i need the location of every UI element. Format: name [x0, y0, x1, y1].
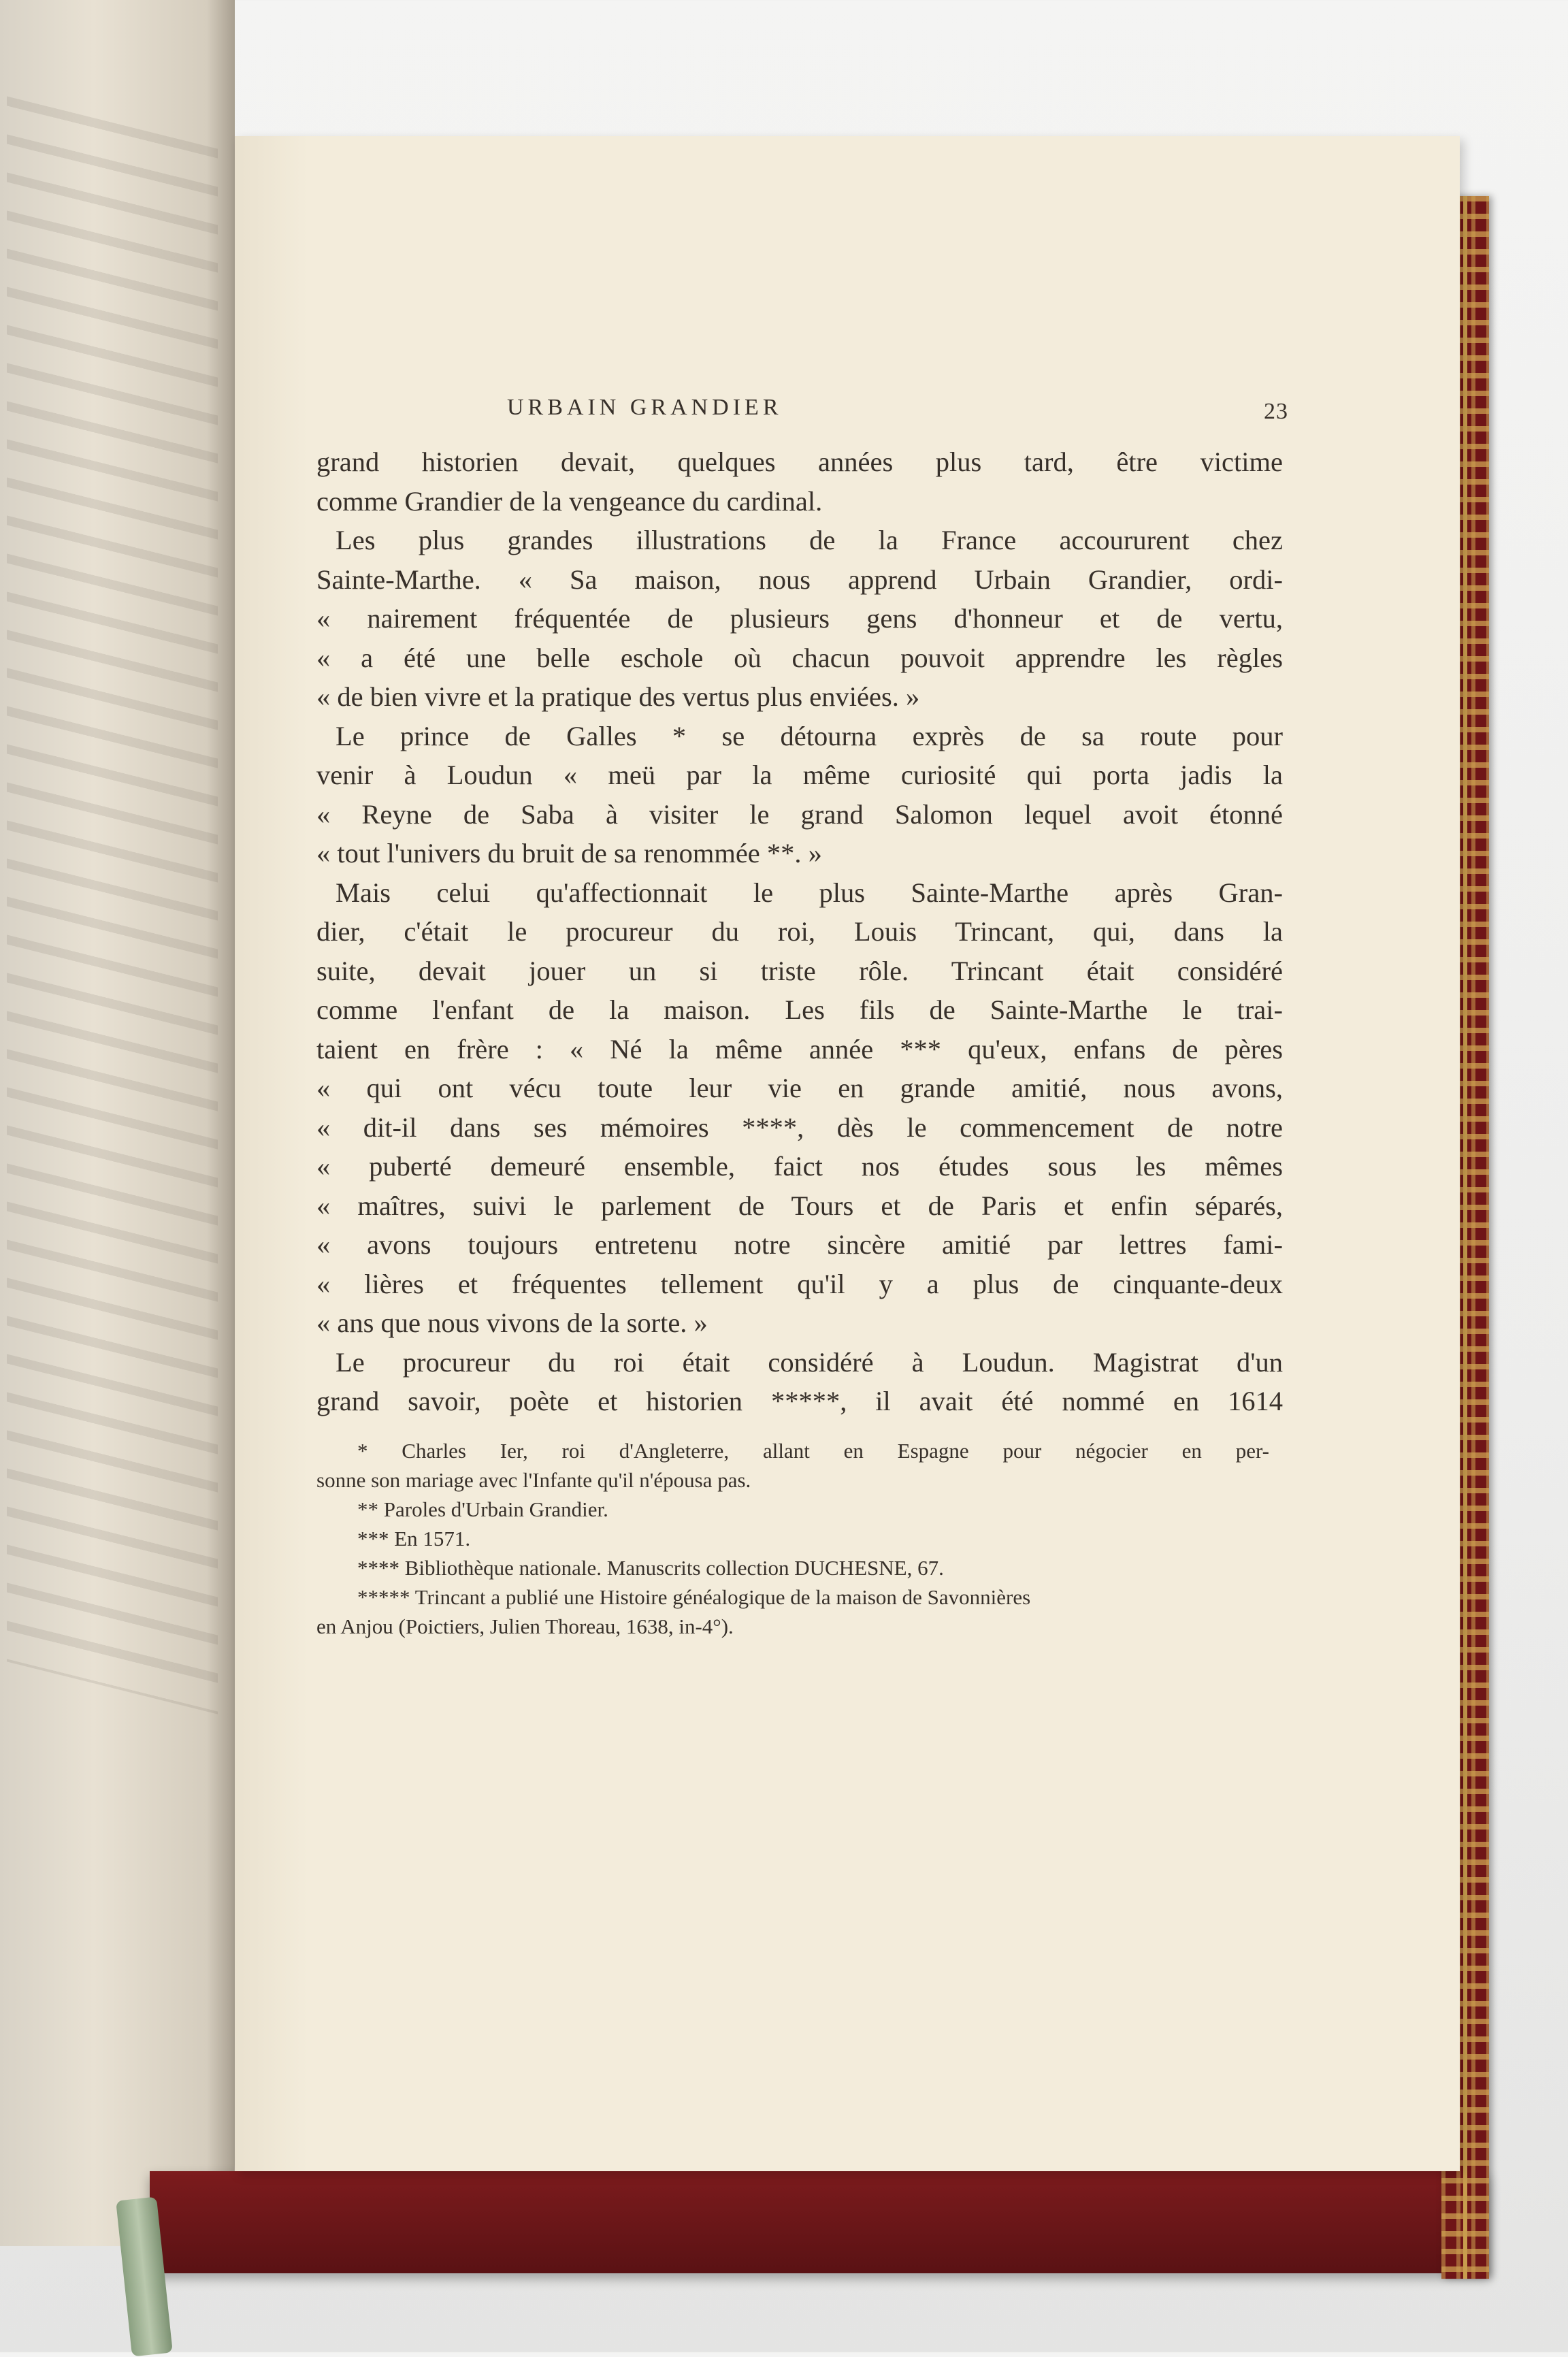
body-line: « a été une belle eschole où chacun pouvoit apprendre les règles: [316, 642, 1283, 673]
book-page: [235, 136, 1460, 2171]
body-line: Le procureur du roi était considéré à Loudun. Magistrat d'un: [336, 1346, 1283, 1378]
body-line: « lières et fréquentes tellement qu'il y a plus de cinquante-deux: [316, 1268, 1283, 1299]
footnote-continuation: sonne son mariage avec l'Infante qu'il n'épousa pas.: [316, 1467, 751, 1492]
body-line: « Reyne de Saba à visiter le grand Salomon lequel avoit étonné: [316, 798, 1283, 830]
body-line: comme l'enfant de la maison. Les fils de Sainte-Marthe le trai-: [316, 994, 1283, 1025]
body-line: « de bien vivre et la pratique des vertus plus enviées. »: [316, 681, 920, 712]
book-board: [150, 2171, 1489, 2273]
footnote: * Charles Ier, roi d'Angleterre, allant en Espagne pour négocier en per-: [357, 1438, 1269, 1463]
footnote: ***** Trincant a publié une Histoire généalogique de la maison de Savonnières: [357, 1584, 1031, 1609]
page-text-block: [316, 395, 1288, 1641]
running-head: [316, 395, 1288, 442]
body-line: Les plus grandes illustrations de la France accoururent chez: [336, 525, 1283, 555]
left-page-bleed-text: [7, 96, 218, 1714]
body-line: « tout l'univers du bruit de sa renommée **. »: [316, 838, 822, 868]
footnote: ** Paroles d'Urbain Grandier.: [357, 1497, 608, 1521]
body-line: suite, devait jouer un si triste rôle. Trincant était considéré: [316, 955, 1283, 986]
footnote: *** En 1571.: [357, 1526, 471, 1550]
body-line: taient en frère : « Né la même année *** qu'eux, enfans de pères: [316, 1033, 1283, 1064]
body-line: Mais celui qu'affectionnait le plus Sainte-Marthe après Gran-: [336, 877, 1283, 908]
body-line: grand historien devait, quelques années plus tard, être victime: [316, 446, 1283, 477]
body-line: dier, c'était le procureur du roi, Louis Trincant, qui, dans la: [316, 916, 1283, 947]
left-facing-page: [0, 0, 235, 2246]
body-line: « ans que nous vivons de la sorte. »: [316, 1307, 708, 1338]
body-line: « puberté demeuré ensemble, faict nos études sous les mêmes: [316, 1151, 1283, 1182]
body-line: Sainte-Marthe. « Sa maison, nous apprend Urbain Grandier, ordi-: [316, 564, 1283, 595]
body-line: « avons toujours entretenu notre sincère amitié par lettres fami-: [316, 1229, 1283, 1260]
footnote-continuation: en Anjou (Poictiers, Julien Thoreau, 1638, in-4°).: [316, 1614, 734, 1638]
footnotes: [316, 1436, 1283, 1641]
body-line: « nairement fréquentée de plusieurs gens d'honneur et de vertu,: [316, 603, 1283, 634]
footnote: **** Bibliothèque nationale. Manuscrits collection DUCHESNE, 67.: [357, 1555, 944, 1580]
body-line: « dit-il dans ses mémoires ****, dès le commencement de notre: [316, 1111, 1283, 1143]
page-number: 23: [1264, 399, 1288, 424]
body-line: « maîtres, suivi le parlement de Tours et de Paris et enfin séparés,: [316, 1190, 1283, 1221]
body-line: grand savoir, poète et historien *****, il avait été nommé en 1614: [316, 1386, 1283, 1416]
body-line: « qui ont vécu toute leur vie en grande amitié, nous avons,: [316, 1073, 1283, 1103]
body-line: venir à Loudun « meü par la même curiosité qui porta jadis la: [316, 760, 1283, 790]
spine-gilt-edge: [1463, 196, 1467, 2279]
body-line: comme Grandier de la vengeance du cardinal.: [316, 485, 823, 517]
running-head-title: URBAIN GRANDIER: [507, 395, 783, 420]
body-line: Le prince de Galles * se détourna exprès de sa route pour: [336, 720, 1283, 751]
